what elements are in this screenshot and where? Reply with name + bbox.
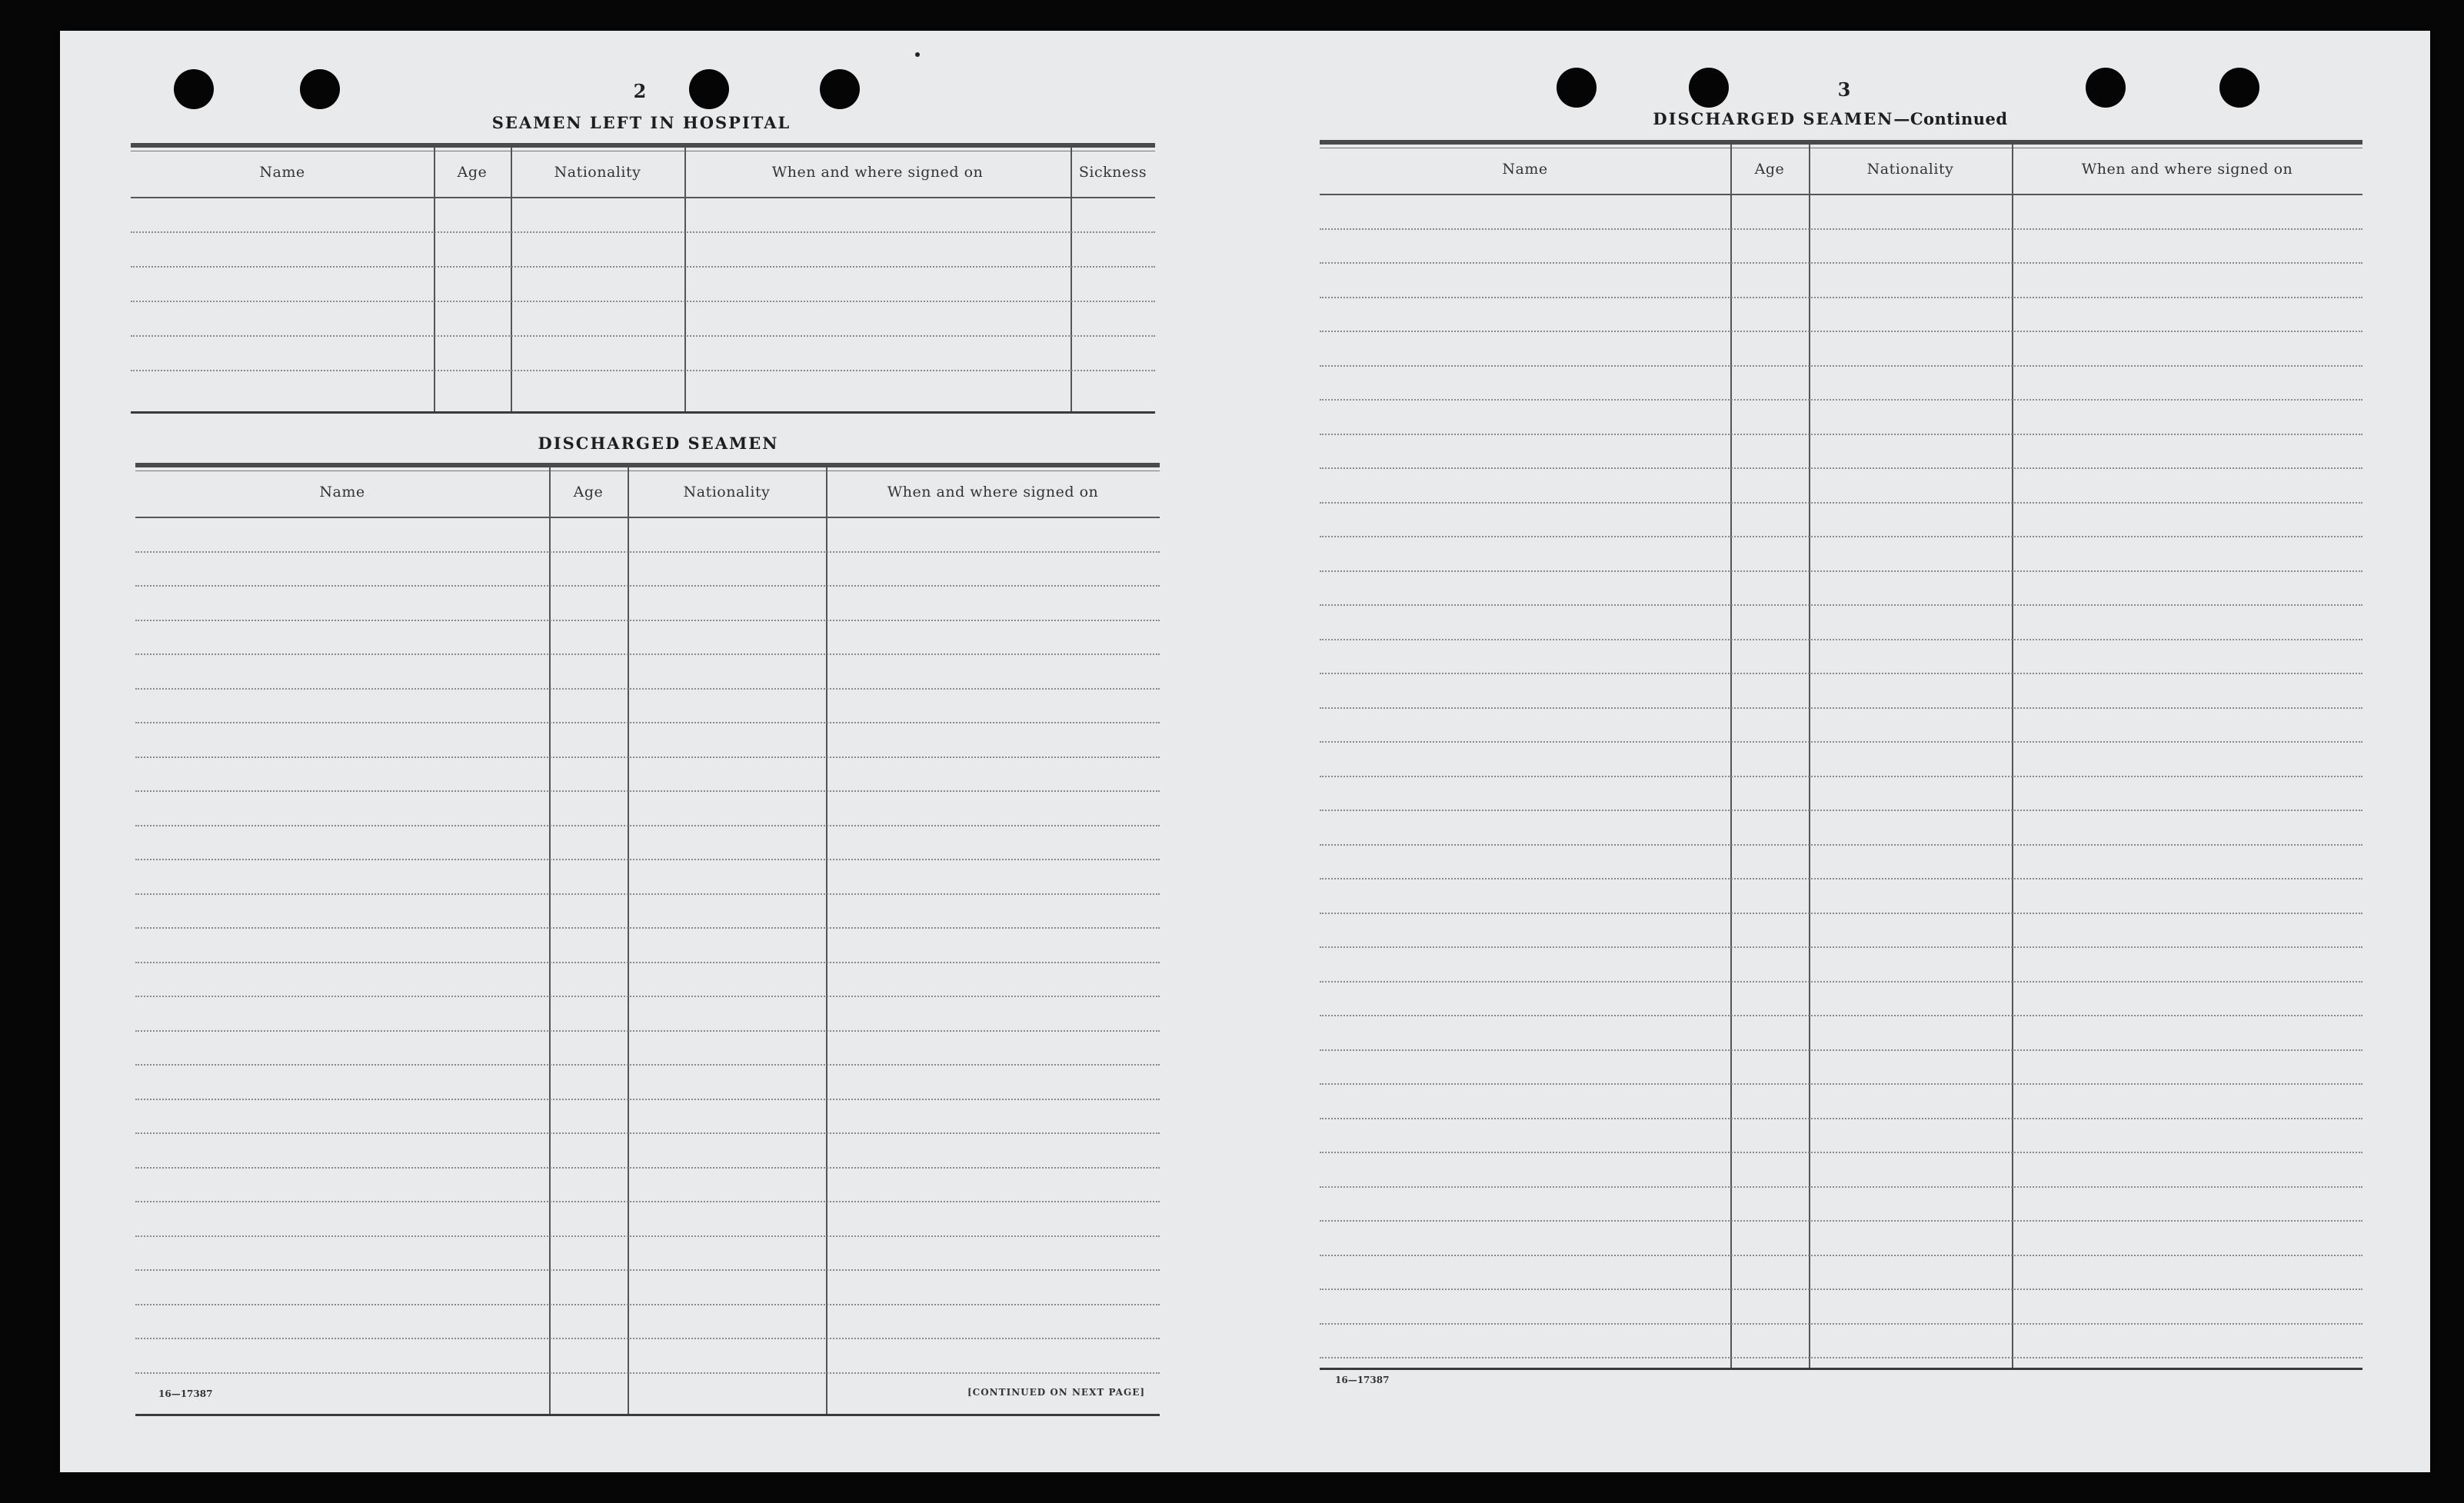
column-separator: [549, 467, 551, 1414]
entry-line: [135, 962, 1160, 963]
punch-hole-icon: [1557, 68, 1597, 108]
column-separator: [826, 467, 827, 1414]
entry-line: [1320, 1323, 2362, 1325]
column-header-when-and-where-signed-on: When and where signed on: [771, 164, 984, 181]
column-header-name: Name: [1502, 161, 1548, 178]
column-separator: [2012, 145, 2013, 1368]
entry-line: [135, 790, 1160, 792]
column-header-nationality: Nationality: [683, 484, 771, 500]
punch-hole-icon: [689, 69, 729, 109]
entry-line: [1320, 1255, 2362, 1256]
entry-line: [1320, 536, 2362, 537]
entry-line: [135, 1030, 1160, 1032]
form-number-left: 16—17387: [158, 1388, 213, 1399]
entry-line: [131, 301, 1155, 302]
column-header-age: Age: [573, 484, 604, 500]
entry-line: [1320, 228, 2362, 230]
entry-line: [135, 1338, 1160, 1339]
entry-line: [1320, 1220, 2362, 1222]
entry-line: [1320, 331, 2362, 332]
entry-line: [135, 1269, 1160, 1271]
entry-line: [131, 231, 1155, 233]
entry-line: [1320, 878, 2362, 880]
entry-line: [135, 825, 1160, 826]
entry-line: [1320, 467, 2362, 469]
entry-line: [131, 370, 1155, 371]
entry-line: [135, 927, 1160, 929]
column-header-name: Name: [319, 484, 365, 500]
entry-line: [135, 722, 1160, 723]
discharged-continued-title-main: DISCHARGED SEAMEN: [1653, 109, 1894, 128]
entry-line: [135, 1304, 1160, 1305]
header-rule: [135, 517, 1160, 518]
entry-line: [135, 756, 1160, 758]
entry-line: [1320, 365, 2362, 367]
entry-line: [1320, 844, 2362, 846]
hospital-table: [131, 143, 1155, 414]
entry-line: [1320, 741, 2362, 743]
form-sheet: [60, 31, 2430, 1472]
discharged-table: [135, 463, 1160, 1416]
entry-line: [1320, 1186, 2362, 1188]
entry-line: [1320, 570, 2362, 572]
column-header-nationality: Nationality: [554, 164, 641, 181]
entry-line: [1320, 707, 2362, 709]
entry-line: [1320, 776, 2362, 777]
entry-line: [135, 996, 1160, 997]
punch-hole-icon: [1689, 68, 1729, 108]
column-separator: [628, 467, 629, 1414]
discharged-continued-title: [1653, 109, 2007, 128]
entry-line: [135, 1099, 1160, 1100]
column-header-name: Name: [259, 164, 305, 181]
entry-line: [1320, 434, 2362, 435]
continued-note: [CONTINUED ON NEXT PAGE]: [967, 1387, 1146, 1398]
discharged-continued-table: [1320, 140, 2362, 1370]
entry-line: [1320, 1049, 2362, 1051]
scan-speck: [915, 52, 920, 57]
punch-hole-icon: [174, 69, 214, 109]
entry-line: [1320, 981, 2362, 983]
entry-line: [135, 653, 1160, 655]
entry-line: [1320, 1357, 2362, 1358]
column-header-age: Age: [1754, 161, 1785, 178]
entry-line: [135, 1372, 1160, 1374]
entry-line: [135, 1132, 1160, 1134]
punch-hole-icon: [2219, 68, 2259, 108]
entry-line: [1320, 262, 2362, 264]
column-separator: [1809, 145, 1810, 1368]
entry-line: [135, 1235, 1160, 1237]
entry-line: [1320, 913, 2362, 914]
entry-line: [1320, 810, 2362, 811]
column-separator: [1730, 145, 1732, 1368]
punch-hole-icon: [2086, 68, 2126, 108]
punch-hole-icon: [300, 69, 340, 109]
entry-line: [1320, 673, 2362, 674]
entry-line: [135, 1064, 1160, 1066]
punch-hole-icon: [820, 69, 860, 109]
header-rule: [131, 197, 1155, 198]
entry-line: [1320, 502, 2362, 504]
entry-line: [1320, 1083, 2362, 1085]
column-header-age: Age: [457, 164, 488, 181]
column-header-when-and-where-signed-on: When and where signed on: [887, 484, 1099, 500]
entry-line: [1320, 1118, 2362, 1119]
form-number-right: 16—17387: [1335, 1375, 1390, 1385]
page-number-left: 2: [633, 80, 647, 102]
entry-line: [135, 551, 1160, 553]
entry-line: [1320, 1015, 2362, 1016]
header-rule: [1320, 194, 2362, 195]
entry-line: [135, 1201, 1160, 1202]
page-number-right: 3: [1837, 78, 1851, 101]
entry-line: [1320, 297, 2362, 298]
entry-line: [1320, 639, 2362, 640]
discharged-continued-suffix: —Continued: [1893, 109, 2008, 128]
entry-line: [135, 688, 1160, 690]
entry-line: [1320, 399, 2362, 401]
entry-line: [135, 893, 1160, 895]
entry-line: [1320, 604, 2362, 606]
entry-line: [135, 1167, 1160, 1169]
entry-line: [131, 335, 1155, 337]
column-header-when-and-where-signed-on: When and where signed on: [2081, 161, 2293, 178]
entry-line: [131, 266, 1155, 268]
entry-line: [1320, 1289, 2362, 1290]
entry-line: [135, 859, 1160, 860]
discharged-section-title: DISCHARGED SEAMEN: [538, 434, 779, 453]
column-header-nationality: Nationality: [1866, 161, 1954, 178]
entry-line: [135, 620, 1160, 621]
entry-line: [135, 585, 1160, 587]
column-header-sickness: Sickness: [1078, 164, 1147, 181]
entry-line: [1320, 1152, 2362, 1153]
hospital-section-title: SEAMEN LEFT IN HOSPITAL: [491, 113, 791, 132]
entry-line: [1320, 946, 2362, 948]
